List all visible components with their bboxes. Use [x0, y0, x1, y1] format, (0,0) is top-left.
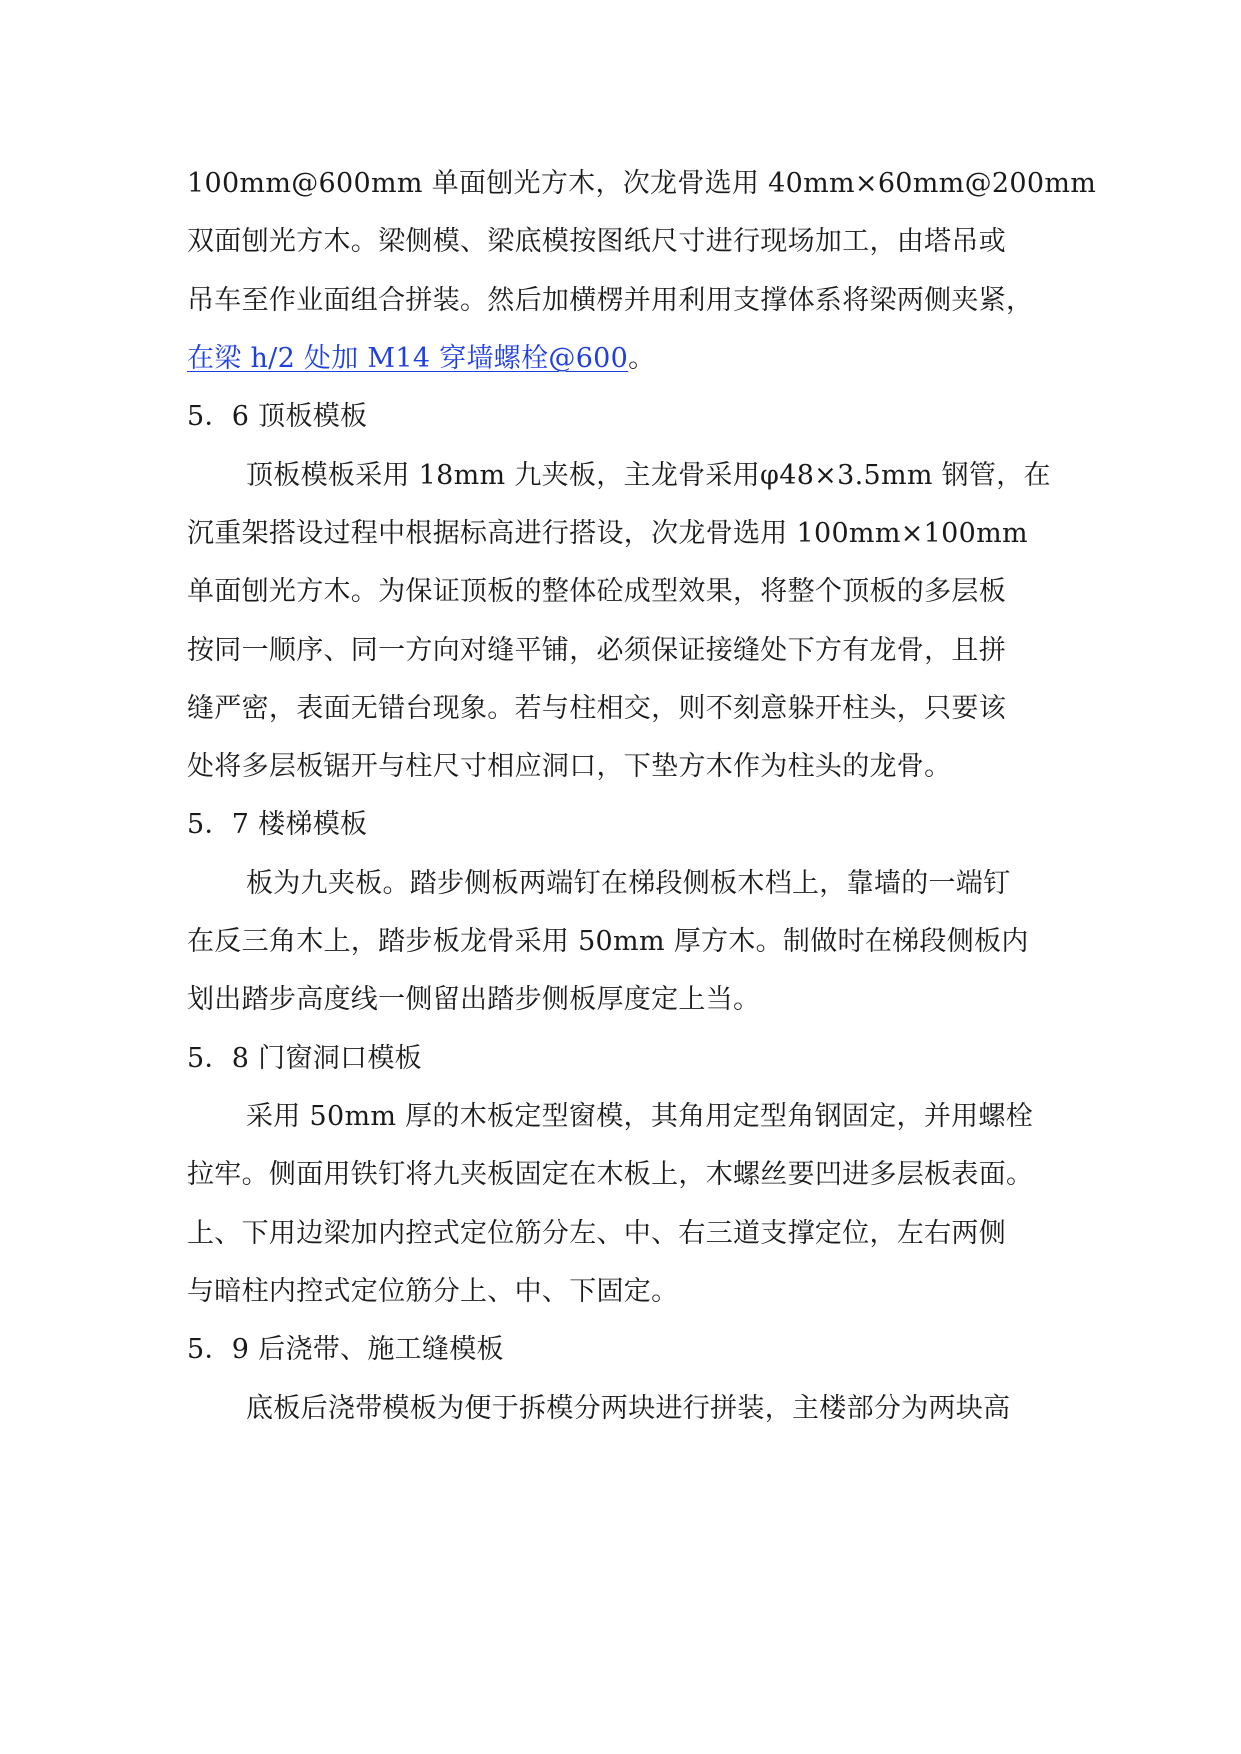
- paragraph-line: 顶板模板采用 18mm 九夹板，主龙骨采用φ48×3.5mm 钢管，在: [246, 460, 1051, 491]
- paragraph-line: 板为九夹板。踏步侧板两端钉在梯段侧板木档上，靠墙的一端钉: [246, 868, 1011, 899]
- paragraph-line: 吊车至作业面组合拼装。然后加横楞并用利用支撑体系将梁两侧夹紧，: [187, 285, 1034, 316]
- section-heading-5-7: 5．7 楼梯模板: [187, 809, 368, 840]
- paragraph-line: 单面刨光方木。为保证顶板的整体砼成型效果，将整个顶板的多层板: [187, 576, 1006, 607]
- paragraph-line: 与暗柱内控式定位筋分上、中、下固定。: [187, 1276, 679, 1307]
- section-heading-5-9: 5．9 后浇带、施工缝模板: [187, 1334, 504, 1365]
- section-heading-5-8: 5．8 门窗洞口模板: [187, 1043, 422, 1074]
- paragraph-line: 采用 50mm 厚的木板定型窗模，其角用定型角钢固定，并用螺栓: [246, 1101, 1034, 1132]
- paragraph-line: 按同一顺序、同一方向对缝平铺，必须保证接缝处下方有龙骨，且拼: [187, 635, 1006, 666]
- paragraph-tail: 。: [628, 343, 656, 374]
- bolt-spec-link[interactable]: 在梁 h/2 处加 M14 穿墙螺栓@600: [187, 343, 629, 374]
- paragraph-line: 沉重架搭设过程中根据标高进行搭设，次龙骨选用 100mm×100mm: [187, 518, 1028, 549]
- paragraph-line: 100mm@600mm 单面刨光方木，次龙骨选用 40mm×60mm@200mm: [187, 168, 1097, 199]
- section-heading-5-6: 5．6 顶板模板: [187, 401, 368, 432]
- paragraph-line: 划出踏步高度线一侧留出踏步侧板厚度定上当。: [187, 984, 761, 1015]
- paragraph-line: 底板后浇带模板为便于拆模分两块进行拼装，主楼部分为两块高: [246, 1393, 1011, 1424]
- paragraph-line: 处将多层板锯开与柱尺寸相应洞口，下垫方木作为柱头的龙骨。: [187, 751, 952, 782]
- paragraph-line: 拉牢。侧面用铁钉将九夹板固定在木板上，木螺丝要凹进多层板表面。: [187, 1159, 1034, 1190]
- paragraph-line: 缝严密，表面无错台现象。若与柱相交，则不刻意躲开柱头，只要该: [187, 693, 1006, 724]
- paragraph-line: 双面刨光方木。梁侧模、梁底模按图纸尺寸进行现场加工，由塔吊或: [187, 226, 1006, 257]
- paragraph-line: 在反三角木上，踏步板龙骨采用 50mm 厚方木。制做时在梯段侧板内: [187, 926, 1029, 957]
- paragraph-line: 上、下用边梁加内控式定位筋分左、中、右三道支撑定位，左右两侧: [187, 1218, 1006, 1249]
- paragraph-line: [187, 339, 655, 379]
